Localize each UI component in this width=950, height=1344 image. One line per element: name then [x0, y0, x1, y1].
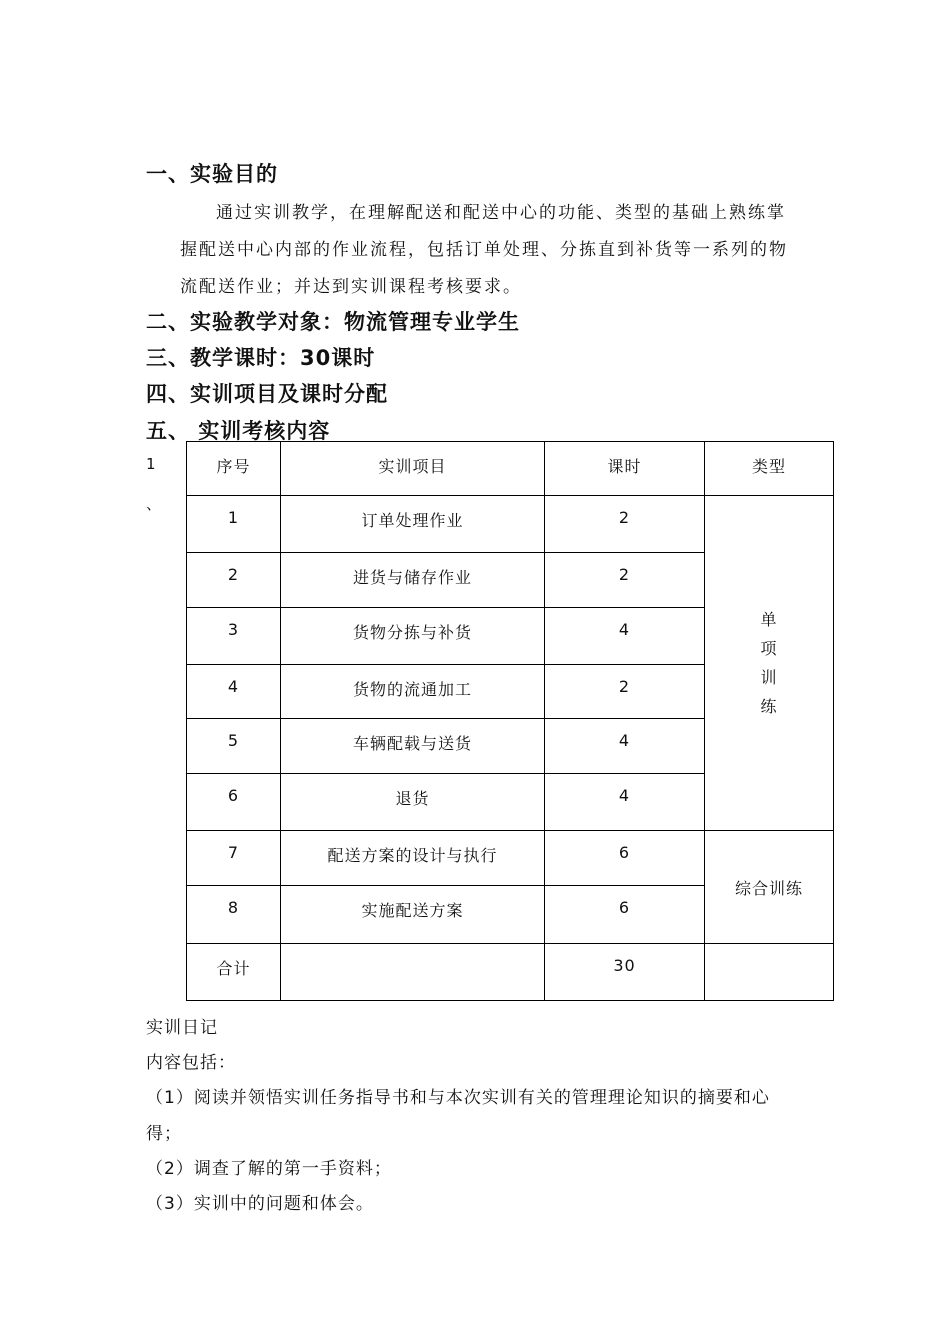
cell-no: 7 [187, 831, 281, 886]
objective-line-1: 通过实训教学，在理解配送和配送中心的功能、类型的基础上熟练掌 [216, 203, 786, 223]
diary-item-1-cont: 得； [146, 1124, 182, 1144]
type-char: 单 [760, 610, 778, 629]
cell-no: 5 [187, 719, 281, 774]
cell-hours: 2 [545, 665, 705, 719]
section-heading-3: 三、教学课时：30课时 [146, 346, 376, 370]
cell-no: 4 [187, 665, 281, 719]
list-marker-comma: 、 [146, 495, 162, 513]
cell-item: 货物分拣与补货 [281, 608, 545, 665]
cell-hours: 2 [545, 496, 705, 553]
section-heading-2: 二、实验教学对象：物流管理专业学生 [146, 310, 520, 334]
type-char: 训 [760, 668, 778, 687]
diary-title: 实训日记 [146, 1018, 218, 1038]
cell-hours: 4 [545, 774, 705, 831]
cell-item: 货物的流通加工 [281, 665, 545, 719]
cell-no: 1 [187, 496, 281, 553]
cell-hours: 6 [545, 886, 705, 944]
cell-total-type [705, 944, 834, 1001]
cell-total-label: 合计 [187, 944, 281, 1001]
diary-item-3: （3）实训中的问题和体会。 [146, 1194, 374, 1214]
table-row [187, 496, 834, 553]
cell-item: 订单处理作业 [281, 496, 545, 553]
cell-no: 3 [187, 608, 281, 665]
header-no: 序号 [187, 442, 281, 496]
cell-type-combined: 综合训练 [705, 831, 834, 944]
cell-item: 进货与储存作业 [281, 553, 545, 608]
cell-no: 2 [187, 553, 281, 608]
objective-line-2: 握配送中心内部的作业流程，包括订单处理、分拣直到补货等一系列的物 [180, 240, 788, 260]
cell-item: 退货 [281, 774, 545, 831]
training-schedule-table [186, 441, 834, 1001]
type-char: 练 [760, 697, 778, 716]
cell-total-hours: 30 [545, 944, 705, 1001]
type-single-vertical [760, 605, 777, 721]
objective-line-3: 流配送作业；并达到实训课程考核要求。 [180, 277, 522, 297]
section-heading-1: 一、实验目的 [146, 162, 278, 186]
list-marker-number: 1 [146, 455, 156, 473]
cell-hours: 6 [545, 831, 705, 886]
cell-total-item [281, 944, 545, 1001]
table-total-row [187, 944, 834, 1001]
type-char: 项 [760, 639, 778, 658]
section-heading-5: 五、 实训考核内容 [146, 419, 331, 443]
header-hours: 课时 [545, 442, 705, 496]
diary-item-1: （1）阅读并领悟实训任务指导书和与本次实训有关的管理理论知识的摘要和心 [146, 1088, 770, 1108]
section-heading-4: 四、实训项目及课时分配 [146, 382, 388, 406]
cell-item: 车辆配载与送货 [281, 719, 545, 774]
header-type: 类型 [705, 442, 834, 496]
cell-no: 8 [187, 886, 281, 944]
cell-type-single [705, 496, 834, 831]
cell-item: 实施配送方案 [281, 886, 545, 944]
cell-hours: 4 [545, 719, 705, 774]
diary-item-2: （2）调查了解的第一手资料； [146, 1159, 392, 1179]
cell-hours: 4 [545, 608, 705, 665]
diary-intro: 内容包括： [146, 1053, 236, 1073]
header-item: 实训项目 [281, 442, 545, 496]
cell-no: 6 [187, 774, 281, 831]
table-row [187, 831, 834, 886]
table-header-row [187, 442, 834, 496]
cell-hours: 2 [545, 553, 705, 608]
cell-item: 配送方案的设计与执行 [281, 831, 545, 886]
